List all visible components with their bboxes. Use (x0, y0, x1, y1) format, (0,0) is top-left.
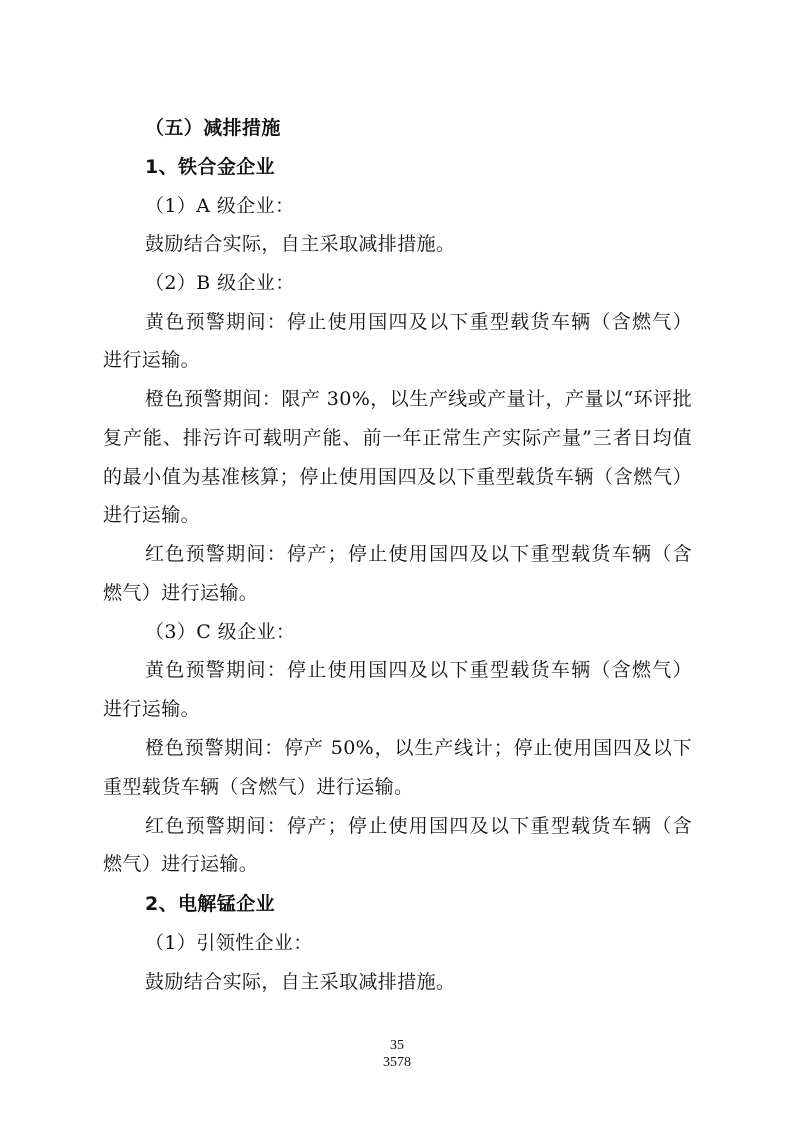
grade-a-label: （1）A 级企业： (145, 195, 295, 217)
paragraph-line: 重型载货车辆（含燃气）进行运输。 (103, 776, 414, 798)
page-number: 35 (390, 1038, 404, 1053)
paragraph-line: 橙色预警期间：限产 30%，以生产线或产量计，产量以“环评批 (145, 388, 692, 410)
leading-enterprise-label: （1）引领性企业： (145, 932, 313, 954)
paragraph-line: 橙色预警期间：停产 50%，以生产线计；停止使用国四及以下 (145, 737, 692, 759)
paragraph-line: 红色预警期间：停产；停止使用国四及以下重型载货车辆（含 (145, 815, 692, 837)
paragraph-line: 的最小值为基准核算；停止使用国四及以下重型载货车辆（含燃气） (103, 466, 692, 488)
paragraph-line: 复产能、排污许可载明产能、前一年正常生产实际产量”三者日均值 (103, 427, 692, 449)
paragraph-line: 进行运输。 (103, 698, 201, 720)
paragraph-line: 鼓励结合实际，自主采取减排措施。 (145, 971, 456, 993)
grade-b-label: （2）B 级企业： (145, 272, 295, 294)
paragraph-line: 黄色预警期间：停止使用国四及以下重型载货车辆（含燃气） (145, 659, 692, 681)
paragraph-line: 进行运输。 (103, 349, 201, 371)
subsection-heading-electrolytic-manganese: 2、电解锰企业 (145, 893, 276, 915)
paragraph-line: 红色预警期间：停产；停止使用国四及以下重型载货车辆（含 (145, 543, 692, 565)
paragraph-line: 进行运输。 (103, 504, 201, 526)
paragraph-line: 燃气）进行运输。 (103, 853, 259, 875)
grade-c-label: （3）C 级企业： (145, 621, 296, 643)
section-heading-emission-reduction: （五）减排措施 (145, 117, 281, 139)
paragraph-line: 鼓励结合实际，自主采取减排措施。 (145, 233, 456, 255)
paragraph-line: 黄色预警期间：停止使用国四及以下重型载货车辆（含燃气） (145, 311, 692, 333)
paragraph-line: 燃气）进行运输。 (103, 582, 259, 604)
document-number: 3578 (383, 1055, 411, 1070)
subsection-heading-ferroalloy: 1、铁合金企业 (145, 156, 276, 178)
